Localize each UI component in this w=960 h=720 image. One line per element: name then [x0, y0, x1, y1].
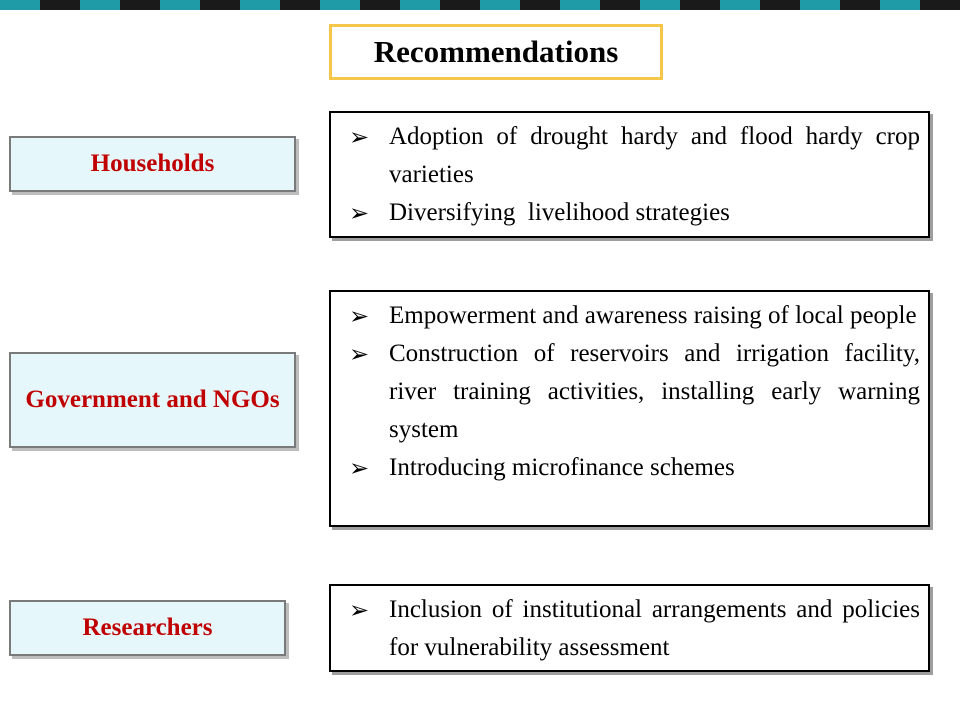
- list-item: [345, 194, 920, 232]
- recommendation-text: Empowerment and awareness raising of local people: [389, 302, 917, 329]
- category-government-ngos: Government and NGOs: [9, 352, 296, 448]
- page-title: Recommendations: [329, 24, 663, 80]
- list-item: [345, 449, 920, 487]
- recommendations-researchers: [329, 584, 930, 672]
- arrow-bullet-icon: ➢: [349, 302, 370, 330]
- category-researchers: Researchers: [9, 600, 286, 656]
- recommendations-government-ngos: [329, 290, 930, 527]
- top-decorative-stripe: [0, 0, 960, 10]
- recommendation-text: Construction of reservoirs and irrigation facility, river training activities, installing early warning system: [389, 340, 920, 443]
- arrow-bullet-icon: ➢: [349, 199, 370, 227]
- recommendations-households: [329, 111, 930, 238]
- arrow-bullet-icon: ➢: [349, 123, 370, 151]
- list-item: [345, 118, 920, 194]
- recommendation-text: Adoption of drought hardy and flood hardy crop varieties: [389, 123, 920, 188]
- recommendation-text: Introducing microfinance schemes: [389, 454, 735, 481]
- list-item: [345, 591, 920, 667]
- recommendation-text: Inclusion of institutional arrangements and policies for vulnerability assessment: [389, 596, 920, 661]
- arrow-bullet-icon: ➢: [349, 340, 370, 368]
- arrow-bullet-icon: ➢: [349, 454, 370, 482]
- recommendation-text: Diversifying livelihood strategies: [389, 199, 730, 226]
- list-item: [345, 297, 920, 335]
- arrow-bullet-icon: ➢: [349, 596, 370, 624]
- list-item: [345, 335, 920, 449]
- category-households: Households: [9, 136, 296, 192]
